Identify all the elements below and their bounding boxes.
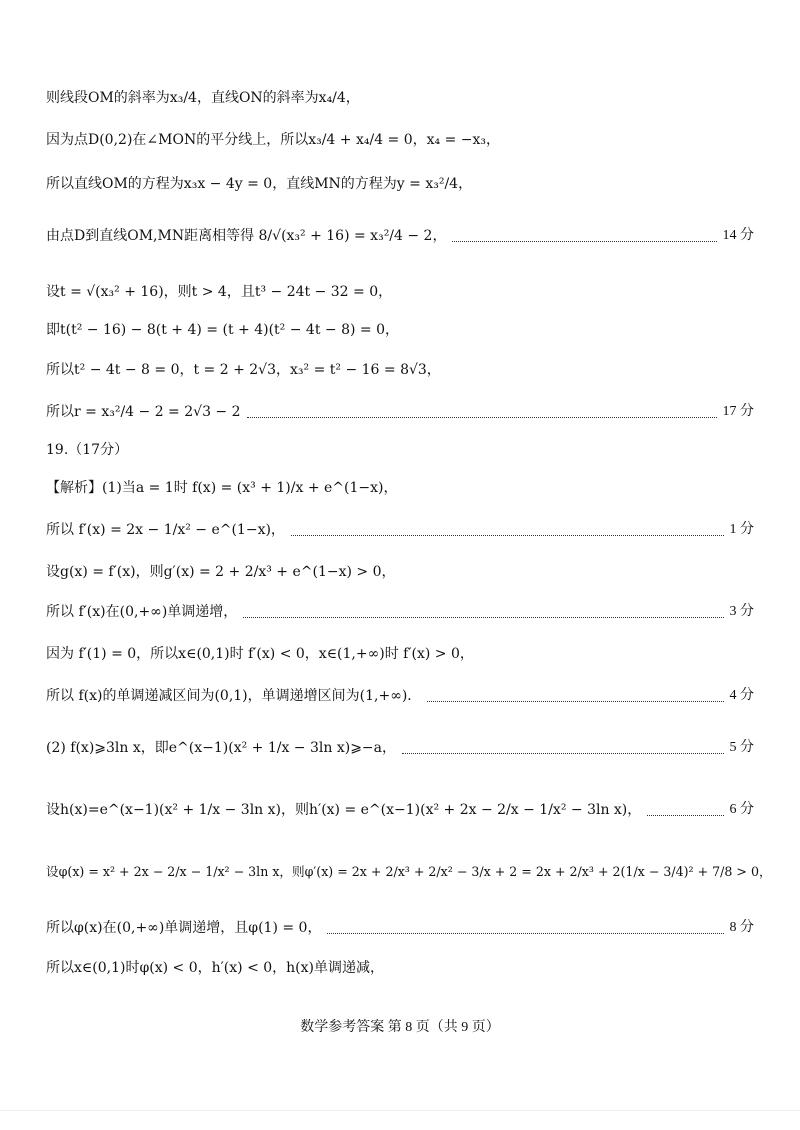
solution-line: 所以直线OM的方程为x₃x − 4y = 0，直线MN的方程为y = x₃²/4，: [46, 176, 473, 192]
leader-dots: [427, 691, 723, 702]
solution-line: 所以r = x₃²/4 − 2 = 2√3 − 2 17 分: [46, 404, 754, 420]
leader-dots: [327, 923, 723, 934]
score-points: 8 分: [729, 920, 754, 935]
score-points: 4 分: [729, 688, 754, 703]
score-points: 5 分: [729, 740, 754, 755]
score-points: 3 分: [729, 604, 754, 619]
solution-line: 因为 f′(1) = 0，所以x∈(0,1)时 f′(x) < 0，x∈(1,+∞)时 f′(x) > 0，: [46, 646, 474, 662]
score-points: 1 分: [729, 522, 754, 537]
solution-line: 设t = √(x₃² + 16)，则t > 4，且t³ − 24t − 32 = 0，: [46, 284, 393, 300]
leader-dots: [247, 407, 717, 418]
leader-dots: [243, 607, 723, 618]
solution-line: 所以x∈(0,1)时φ(x) < 0，h′(x) < 0，h(x)单调递减，: [46, 960, 384, 976]
score-points: 14 分: [722, 228, 754, 243]
solution-line: 【解析】(1)当a = 1时 f(x) = (x³ + 1)/x + e^(1−x)，: [46, 480, 398, 496]
solution-line: (2) f(x)⩾3ln x，即e^(x−1)(x² + 1/x − 3ln x)⩾−a， 5 分: [46, 740, 754, 756]
solution-line: 所以 f′(x)在(0,+∞)单调递增， 3 分: [46, 604, 754, 620]
leader-dots: [402, 743, 724, 754]
solution-line: 则线段OM的斜率为x₃/4，直线ON的斜率为x₄/4，: [46, 90, 360, 106]
score-points: 6 分: [729, 802, 754, 817]
page-footer: 数学参考答案 第 8 页（共 9 页）: [300, 1020, 500, 1035]
solution-line: 所以φ(x)在(0,+∞)单调递增，且φ(1) = 0， 8 分: [46, 920, 754, 936]
score-points: 17 分: [722, 404, 754, 419]
solution-line: 所以 f(x)的单调递减区间为(0,1)，单调递增区间为(1,+∞)． 4 分: [46, 688, 754, 704]
solution-line: 所以 f′(x) = 2x − 1/x² − e^(1−x)， 1 分: [46, 522, 754, 538]
leader-dots: [647, 805, 723, 816]
solution-line: 所以t² − 4t − 8 = 0，t = 2 + 2√3，x₃² = t² − 16 = 8√3，: [46, 362, 441, 378]
solution-line: 由点D到直线OM,MN距离相等得 8/√(x₃² + 16) = x₃²/4 − 2， 14 分: [46, 228, 754, 244]
leader-dots: [291, 525, 724, 536]
solution-line: 即t(t² − 16) − 8(t + 4) = (t + 4)(t² − 4t − 8) = 0，: [46, 322, 399, 338]
leader-dots: [452, 231, 716, 242]
question-number: 19.（17分）: [46, 442, 129, 458]
solution-line: 设g(x) = f′(x)，则g′(x) = 2 + 2/x³ + e^(1−x) > 0，: [46, 564, 396, 580]
page-edge-divider: [0, 1110, 800, 1111]
solution-line: 设h(x)=e^(x−1)(x² + 1/x − 3ln x)，则h′(x) = e^(x−1)(x² + 2x − 2/x − 1/x² − 3ln x)， 6 分: [46, 802, 754, 818]
solution-line: 因为点D(0,2)在∠MON的平分线上，所以x₃/4 + x₄/4 = 0，x₄ = −x₃，: [46, 132, 501, 148]
solution-line: 设φ(x) = x² + 2x − 2/x − 1/x² − 3ln x，则φ′(x) = 2x + 2/x³ + 2/x² − 3/x + 2 = 2x + 2/x³ + 2(1/x − 3/4)² + 7/8 > 0，: [46, 864, 772, 879]
